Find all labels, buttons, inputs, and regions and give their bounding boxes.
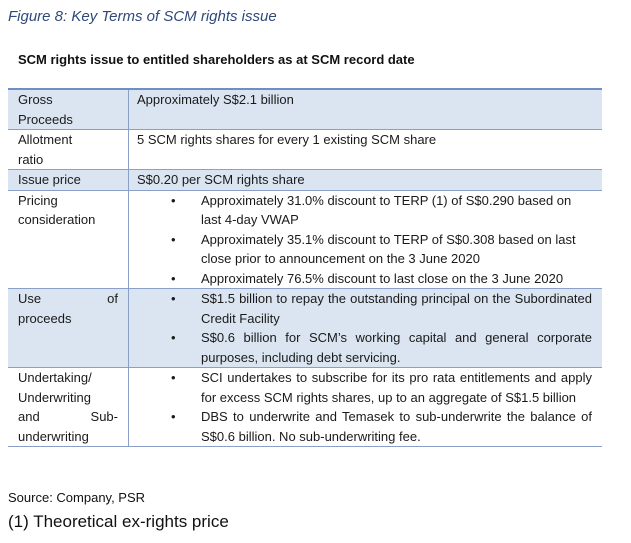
row-value: 5 SCM rights shares for every 1 existing SCM share (137, 132, 437, 147)
list-item: • Approximately 76.5% discount to last close on the 3 June 2020 (137, 269, 592, 289)
list-item: • Approximately 31.0% discount to TERP (1) of S$0.290 based on last 4-day VWAP (171, 192, 572, 227)
row-label: Gross Proceeds (8, 89, 129, 130)
row-label: Undertaking/ Underwriting and Sub- underwriting (8, 368, 129, 447)
bullet-icon: • (171, 192, 176, 208)
bullet-list (137, 191, 592, 289)
list-item: • SCI undertakes to subscribe for its pro rata entitlements and apply for excess SCM rights shares, up to an aggregate of S$1.5 billion (171, 370, 592, 405)
row-label: Pricing consideration (8, 190, 129, 289)
table-row (8, 89, 602, 130)
row-value (129, 289, 603, 368)
row-label: Issue price (8, 170, 129, 191)
list-item: • S$0.6 billion for SCM’s working capital and general corporate purposes, including debt servicing. (171, 330, 592, 365)
row-value: Approximately S$2.1 billion (137, 92, 294, 107)
bullet-icon: • (171, 370, 176, 385)
row-value: S$0.20 per SCM rights share (137, 172, 305, 187)
bullet-icon: • (171, 231, 176, 247)
list-item: • S$1.5 billion to repay the outstanding principal on the Subordinated Credit Facility (171, 291, 592, 326)
key-terms-table (8, 88, 602, 447)
table-row (8, 289, 602, 368)
table-row (8, 130, 602, 170)
table-row (8, 170, 602, 191)
bullet-list (137, 368, 592, 446)
figure-title: Figure 8: Key Terms of SCM rights issue (8, 8, 277, 25)
list-item: • Approximately 35.1% discount to TERP of S$0.308 based on last close prior to announcement on the 3 June 2020 (171, 231, 576, 266)
bullet-icon: • (171, 291, 176, 306)
row-label: Allotment ratio (8, 130, 129, 170)
row-label: Use of proceeds (8, 289, 129, 368)
list-item: • DBS to underwrite and Temasek to sub-underwrite the balance of S$0.6 billion. No sub-underwriting fee. (171, 409, 592, 444)
bullet-icon: • (171, 330, 176, 345)
bullet-list (137, 289, 592, 367)
source-note: Source: Company, PSR (8, 490, 146, 505)
footnote: (1) Theoretical ex-rights price (8, 512, 229, 531)
row-value (129, 368, 603, 447)
table-row (8, 368, 602, 447)
table-row (8, 190, 602, 289)
row-value (129, 190, 603, 289)
table-title: SCM rights issue to entitled shareholders as at SCM record date (18, 52, 415, 67)
bullet-icon: • (171, 270, 176, 286)
bullet-icon: • (171, 409, 176, 424)
